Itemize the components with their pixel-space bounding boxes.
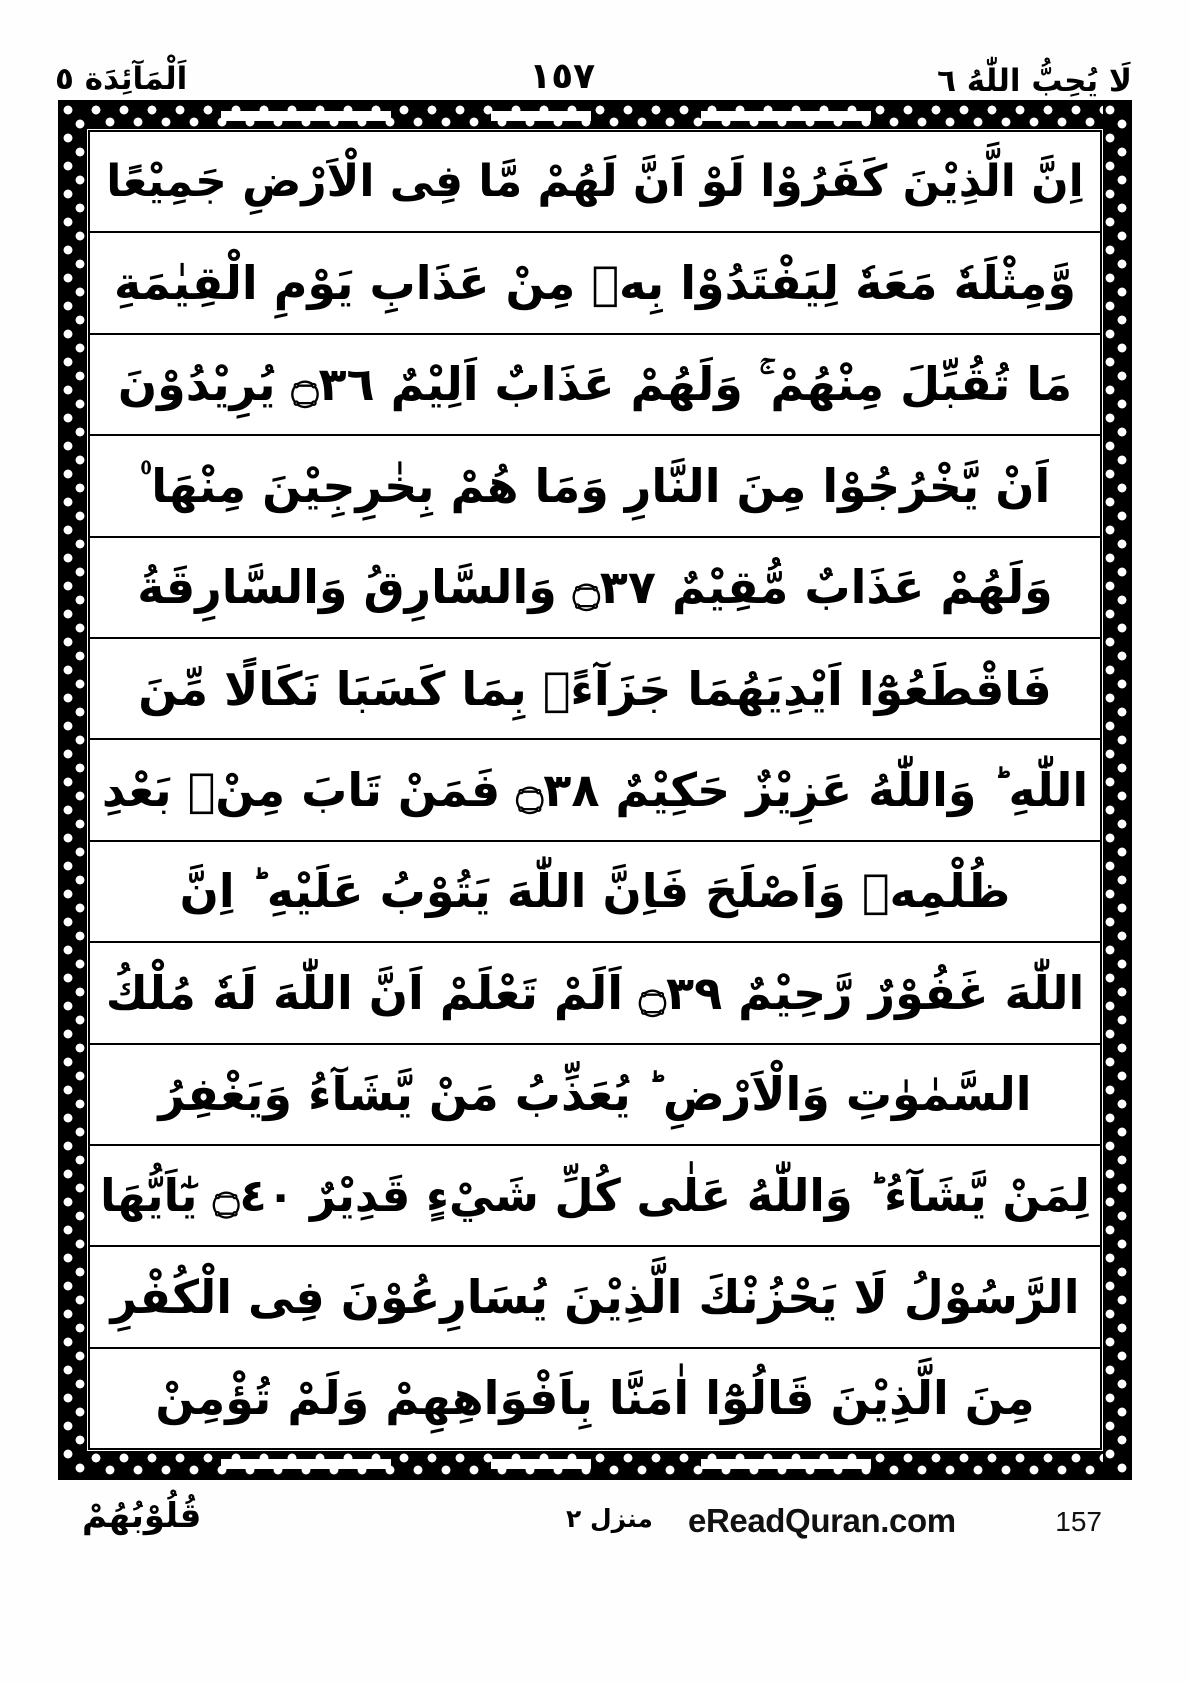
quran-line-text: اَنْ يَّخْرُجُوْا مِنَ النَّارِ وَمَا هُمْ بِخٰرِجِيْنَ مِنْهَا ۠	[139, 458, 1051, 513]
band-gap	[701, 111, 871, 121]
quran-line	[90, 1146, 1100, 1247]
band-gap	[221, 111, 391, 121]
page-number-arabic: ١٥٧	[529, 56, 596, 98]
ornament-band-left	[61, 103, 87, 1477]
quran-line	[90, 538, 1100, 639]
quran-line	[90, 335, 1100, 436]
quran-line	[90, 132, 1100, 233]
vine-motif-icon	[61, 103, 87, 1477]
quran-line-text: اللّٰهَ غَفُوْرٌ رَّحِيْمٌ ۝٣٩ اَلَمْ تَعْلَمْ اَنَّ اللّٰهَ لَهٗ مُلْكُ	[105, 965, 1085, 1020]
text-area	[88, 130, 1102, 1450]
band-gap	[491, 111, 591, 121]
quran-line	[90, 1349, 1100, 1448]
quran-line-text: اِنَّ الَّذِيْنَ كَفَرُوْا لَوْ اَنَّ لَهُمْ مَّا فِى الْاَرْضِ جَمِيْعًا	[106, 155, 1084, 207]
quran-line-text: مَا تُقُبِّلَ مِنْهُمْ ۚ وَلَهُمْ عَذَابٌ اَلِيْمٌ ۝٣٦ يُرِيْدُوْنَ	[117, 357, 1073, 412]
quran-line-text: فَاقْطَعُوْٓا اَيْدِيَهُمَا جَزَآءًۢ بِمَا كَسَبَا نَكَالًا مِّنَ	[138, 661, 1052, 716]
quran-line	[90, 639, 1100, 740]
quran-line	[90, 943, 1100, 1044]
quran-line-text: اللّٰهِ ؕ وَاللّٰهُ عَزِيْزٌ حَكِيْمٌ ۝٣٨ فَمَنْ تَابَ مِنْۢ بَعْدِ	[101, 763, 1089, 818]
quran-line-text: لِمَنْ يَّشَآءُ ؕ وَاللّٰهُ عَلٰى كُلِّ شَيْءٍ قَدِيْرٌ ۝٤٠ يٰٓاَيُّهَا	[100, 1169, 1090, 1223]
site-credit: eReadQuran.com	[688, 1502, 956, 1539]
quran-line-text: مِنَ الَّذِيْنَ قَالُوْٓا اٰمَنَّا بِاَفْوَاهِهِمْ وَلَمْ تُؤْمِنْ	[155, 1371, 1035, 1426]
quran-line-text: وَّمِثْلَهٗ مَعَهٗ لِيَفْتَدُوْا بِهٖ مِنْ عَذَابِ يَوْمِ الْقِيٰمَةِ	[114, 256, 1076, 311]
quran-line	[90, 1045, 1100, 1146]
juz-label: لَا يُحِبُّ اللّٰهُ ٦	[937, 62, 1132, 99]
band-gap	[221, 1459, 391, 1469]
text-frame	[58, 100, 1132, 1480]
manzil-label: منزل ٢	[566, 1504, 653, 1533]
vine-motif-icon	[1103, 103, 1129, 1477]
catchword: قُلُوْبُهُمْ	[82, 1496, 202, 1536]
band-gap	[491, 1459, 591, 1469]
page-header	[55, 34, 1132, 99]
ornament-band-right	[1103, 103, 1129, 1477]
page-number: 157	[1055, 1506, 1102, 1537]
quran-line	[90, 1247, 1100, 1348]
quran-lines	[90, 132, 1100, 1448]
band-gap	[701, 1459, 871, 1469]
surah-label: اَلْمَآئِدَة ٥	[55, 60, 188, 97]
ornament-band-bottom	[61, 1451, 1129, 1477]
quran-line-text: الرَّسُوْلُ لَا يَحْزُنْكَ الَّذِيْنَ يُسَارِعُوْنَ فِى الْكُفْرِ	[110, 1269, 1080, 1324]
quran-line-text: وَلَهُمْ عَذَابٌ مُّقِيْمٌ ۝٣٧ وَالسَّارِقُ وَالسَّارِقَةُ	[137, 560, 1053, 615]
quran-line	[90, 740, 1100, 841]
quran-line	[90, 842, 1100, 943]
ornament-band-top	[61, 103, 1129, 129]
page-footer	[58, 1496, 1132, 1566]
quran-line	[90, 436, 1100, 537]
quran-line-text: السَّمٰوٰتِ وَالْاَرْضِ ؕ يُعَذِّبُ مَنْ يَّشَآءُ وَيَغْفِرُ	[158, 1067, 1032, 1122]
quran-line-text: ظُلْمِهٖ وَاَصْلَحَ فَاِنَّ اللّٰهَ يَتُوْبُ عَلَيْهِ ؕ اِنَّ	[179, 864, 1011, 919]
quran-line	[90, 233, 1100, 334]
